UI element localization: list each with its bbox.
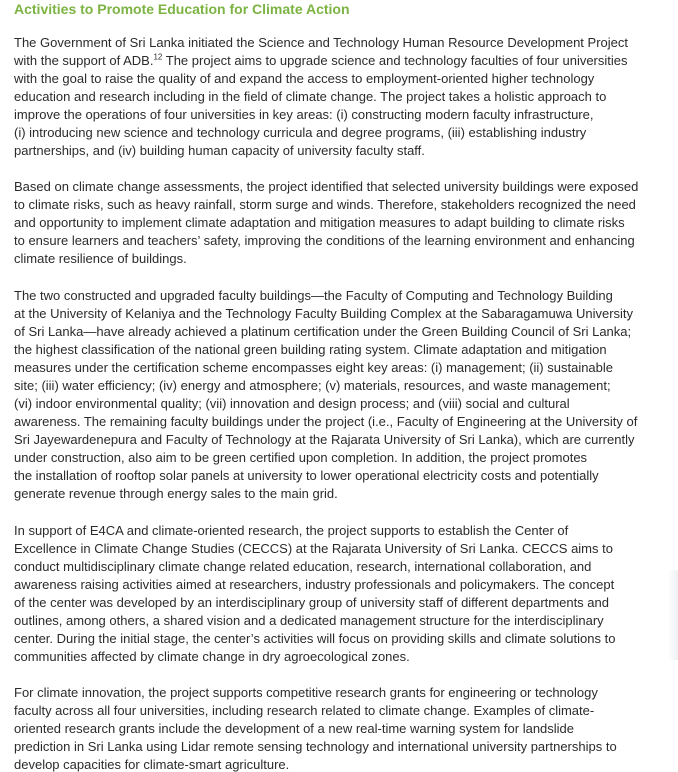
text-line: In support of E4CA and climate-oriented research, the project supports to establish the Center of xyxy=(14,523,569,538)
text-line: develop capacities for climate-smart agriculture. xyxy=(14,757,290,772)
text-line: to ensure learners and teachers’ safety, improving the conditions of the learning environment and enhancing xyxy=(14,233,635,248)
paragraph-4 xyxy=(14,522,642,666)
paragraph-5 xyxy=(14,684,642,772)
text-line: generate revenue through energy sales to the main grid. xyxy=(14,486,338,501)
text-line: climate resilience of buildings. xyxy=(14,251,187,266)
text-line: at the University of Kelaniya and the Technology Faculty Building Complex at the Sabaragamuwa University xyxy=(14,306,634,321)
text-line: Based on climate change assessments, the project identified that selected university buildings were exposed xyxy=(14,179,639,194)
text-line: under construction, also aim to be green certified upon completion. In addition, the project promotes xyxy=(14,450,588,465)
text-line: The two constructed and upgraded faculty buildings—the Faculty of Computing and Technology Building xyxy=(14,288,613,303)
text-line: of Sri Lanka—have already achieved a platinum certification under the Green Building Council of Sri Lanka; xyxy=(14,324,632,339)
page-edge-shadow xyxy=(668,570,678,660)
paragraph-1 xyxy=(14,34,642,160)
text-line: conduct multidisciplinary climate change related education, research, international collaboration, and xyxy=(14,559,592,574)
text-line: prediction in Sri Lanka using Lidar remote sensing technology and international university partnerships to xyxy=(14,739,617,754)
paragraph-2 xyxy=(14,178,642,268)
text-line: the installation of rooftop solar panels at university to lower operational electricity costs and potentially xyxy=(14,468,599,483)
text-line: to climate risks, such as heavy rainfall, storm surge and winds. Therefore, stakeholders recognized the need xyxy=(14,197,636,212)
text-line: partnerships, and (iv) building human capacity of university faculty staff. xyxy=(14,143,425,158)
text-line: the highest classification of the national green building rating system. Climate adaptation and mitigation xyxy=(14,342,607,357)
text-fragment: with the support of ADB. xyxy=(14,53,154,68)
text-line: and opportunity to implement climate adaptation and mitigation measures to adapt building to climate risks xyxy=(14,215,625,230)
text-line: (i) introducing new science and technology curricula and degree programs, (iii) establishing industry xyxy=(14,125,587,140)
text-line: measures under the certification scheme encompasses eight key areas: (i) management; (ii) sustainable xyxy=(14,360,614,375)
text-line: of the center was developed by an interdisciplinary group of university staff of different departments and xyxy=(14,595,609,610)
text-line: The Government of Sri Lanka initiated the Science and Technology Human Resource Development Project xyxy=(14,35,628,50)
text-line: (vi) indoor environmental quality; (vii) innovation and design process; and (viii) social and cultural xyxy=(14,396,570,411)
section-heading: Activities to Promote Education for Climate Action xyxy=(14,1,350,17)
text-line: awareness. The remaining faculty buildings under the project (i.e., Faculty of Engineering at the University of xyxy=(14,414,638,429)
text-line: awareness raising activities aimed at researchers, industry professionals and policymakers. The concept xyxy=(14,577,615,592)
paragraph-3 xyxy=(14,287,642,503)
text-line: center. During the initial stage, the center’s activities will focus on providing skills and climate solutions to xyxy=(14,631,616,646)
text-line: faculty across all four universities, including research related to climate change. Examples of climate- xyxy=(14,703,595,718)
text-line: improve the operations of four universities in key areas: (i) constructing modern faculty infrastructure, xyxy=(14,107,594,122)
text-line: Excellence in Climate Change Studies (CECCS) at the Rajarata University of Sri Lanka. CECCS aims to xyxy=(14,541,613,556)
text-fragment: The project aims to upgrade science and technology faculties of four universities xyxy=(162,53,628,68)
text-line: Sri Jayewardenepura and Faculty of Technology at the Rajarata University of Sri Lanka), which are currently xyxy=(14,432,635,447)
text-line: with the goal to raise the quality of and expand the access to employment-oriented higher technology xyxy=(14,71,595,86)
text-line: outlines, among others, a shared vision and a dedicated management structure for the interdisciplinary xyxy=(14,613,604,628)
text-line: For climate innovation, the project supports competitive research grants for engineering or technology xyxy=(14,685,598,700)
text-line: oriented research grants include the development of a new real-time warning system for landslide xyxy=(14,721,575,736)
text-line: site; (iii) water efficiency; (iv) energy and atmosphere; (v) materials, resources, and waste management; xyxy=(14,378,611,393)
footnote-marker[interactable]: 12 xyxy=(153,52,163,62)
text-line xyxy=(14,52,642,70)
text-line: communities affected by climate change in dry agroecological zones. xyxy=(14,649,410,664)
text-line: education and research including in the field of climate change. The project takes a holistic approach to xyxy=(14,89,607,104)
